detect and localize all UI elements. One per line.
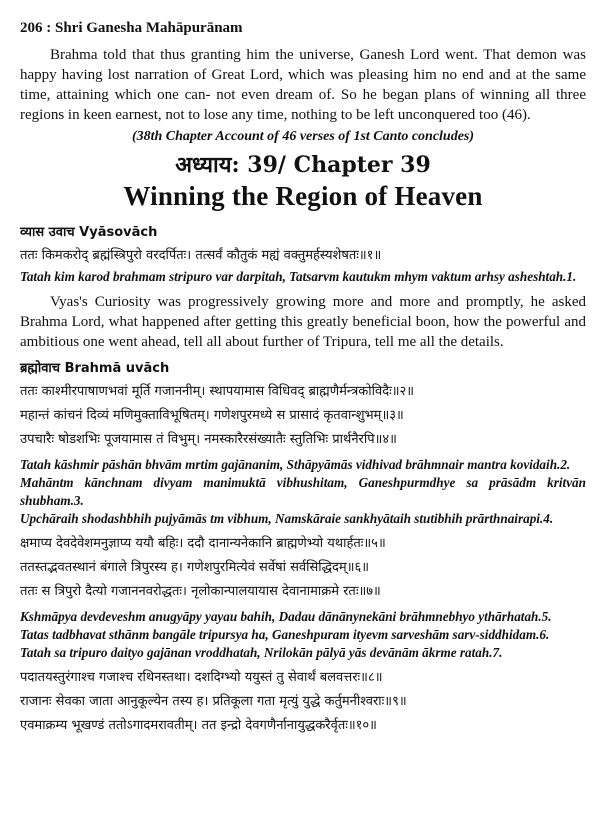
running-head: 206 : Shri Ganesha Mahāpurānam	[20, 20, 243, 36]
chapter-end-note: (38th Chapter Account of 46 verses of 1st Canto concludes)	[131, 129, 475, 144]
transliteration-line: Tatah kim karod brahmam stripuro var darpitah, Tatsarvm kautukm mhym vaktum arhsy asheshtah.1.	[20, 269, 577, 284]
intro-paragraph: Brahma told that thus granting him the universe, Ganesh Lord went. That demon was happy having lost narration of Great Lord, which was pleasing him no end and at the same time, attaining which one can- not even dream of. So he began plans of winning all three regions in keen earnest, not to lose any time, nothing to be left unconquered too (46).	[20, 47, 586, 123]
vyasa-paragraph: Vyas's Curiosity was progressively growing more and more and promptly, he asked Brahma Lord, what happened after getting this greatly beneficial boon, how the powerful and ambitious one went ahead, tell all about further of Tripura, tell me all the details.	[20, 294, 586, 350]
verse-line: ततस्तद्भवतस्थानं बंगाले त्रिपुरस्य ह। गणेशपुरमित्येवं सर्वेषां सर्वसिद्धिदम्॥६॥	[20, 560, 370, 575]
chapter-title: Winning the Region of Heaven	[123, 181, 483, 211]
verse-line: क्षमाप्य देवदेवेशमनुज्ञाप्य ययौ बहिः। ददौ दानान्यनेकानि ब्राह्मणेभ्यो यथार्हतः॥५॥	[20, 536, 386, 551]
speaker-vyasa: व्यास उवाच Vyāsovāch	[20, 225, 158, 240]
speaker-brahma: ब्रह्मोवाच Brahmā uvāch	[20, 361, 170, 376]
verse-line: उपचारैः षोडशभिः पूजयामास तं विभुम्। नमस्कारैरसंख्यातैः स्तुतिभिः प्रार्थनैरपि॥४॥	[20, 432, 397, 447]
transliteration-line: Kshmāpya devdeveshm anugyāpy yayau bahih, Dadau dānānynekāni brāhmnebhyo ythārhatah.5.	[20, 609, 552, 624]
transliteration-line: Tatah kāshmir pāshān bhvām mrtim gajānanim, Sthāpyāmās vidhivad brāhmnair mantra kovidaih.2.	[20, 457, 571, 472]
chapter-heading: अध्याय: 39/ Chapter 39	[175, 152, 431, 178]
verse-line: पदातयस्तुरंगाश्च गजाश्च रथिनस्तथा। दशदिग्भ्यो ययुस्तं तु सेवार्थं बलवत्तरः॥८॥	[20, 670, 383, 685]
verse-line: ततः काश्मीरपाषाणभवां मूर्ति गजाननीम्। स्थापयामास विधिवद् ब्राह्मणैर्मन्त्रकोविदैः॥२॥	[20, 384, 415, 399]
transliteration-line: Tatah sa tripuro daityo gajānan vroddhatah, Nrilokān pālyā yās devānām ākrme ratah.7.	[20, 645, 503, 660]
verse-line: महान्तं कांचनं दिव्यं मणिमुक्ताविभूषितम्। गणेशपुरमध्ये स प्रासादं कृतवान्शुभम्॥३॥	[20, 408, 404, 423]
transliteration-line: Mahāntm kānchnam divyam manimuktā vibhushitam, Ganeshpurmdhye sa prāsādm kritvān shubham.3.	[20, 475, 586, 508]
book-page	[20, 20, 586, 738]
transliteration-line: Tatas tadbhavat sthānm bangāle tripursya ha, Ganeshpuram ityevm sarveshām sarv-siddhidam.6.	[20, 627, 550, 642]
verse-line: ततः स त्रिपुरो दैत्यो गजाननवरोद्धतः। नृलोकान्पालयायास देवानामाक्रमे रतः॥७॥	[20, 584, 381, 599]
verse-line: एवमाक्रम्य भूखण्डं ततोऽगादमरावतीम्। तत इन्द्रो देवगणैर्नानायुद्धकरैर्वृतः॥१०॥	[20, 718, 377, 733]
verse-line: राजानः सेवका जाता आनुकूल्येन तस्य ह। प्रतिकूला गता मृत्युं युद्धे कर्तुमनीश्वराः॥९॥	[20, 694, 407, 709]
transliteration-line: Upchāraih shodashbhih pujyāmās tm vibhum, Namskāraie sankhyātaih stutibhih prārthnairapi.4.	[20, 511, 554, 526]
verse-line: ततः किमकरोद् ब्रह्मंस्त्रिपुरो वरदर्पितः। तत्सर्वं कौतुकं मह्यं वक्तुमर्हस्यशेषतः॥१॥	[20, 248, 382, 263]
